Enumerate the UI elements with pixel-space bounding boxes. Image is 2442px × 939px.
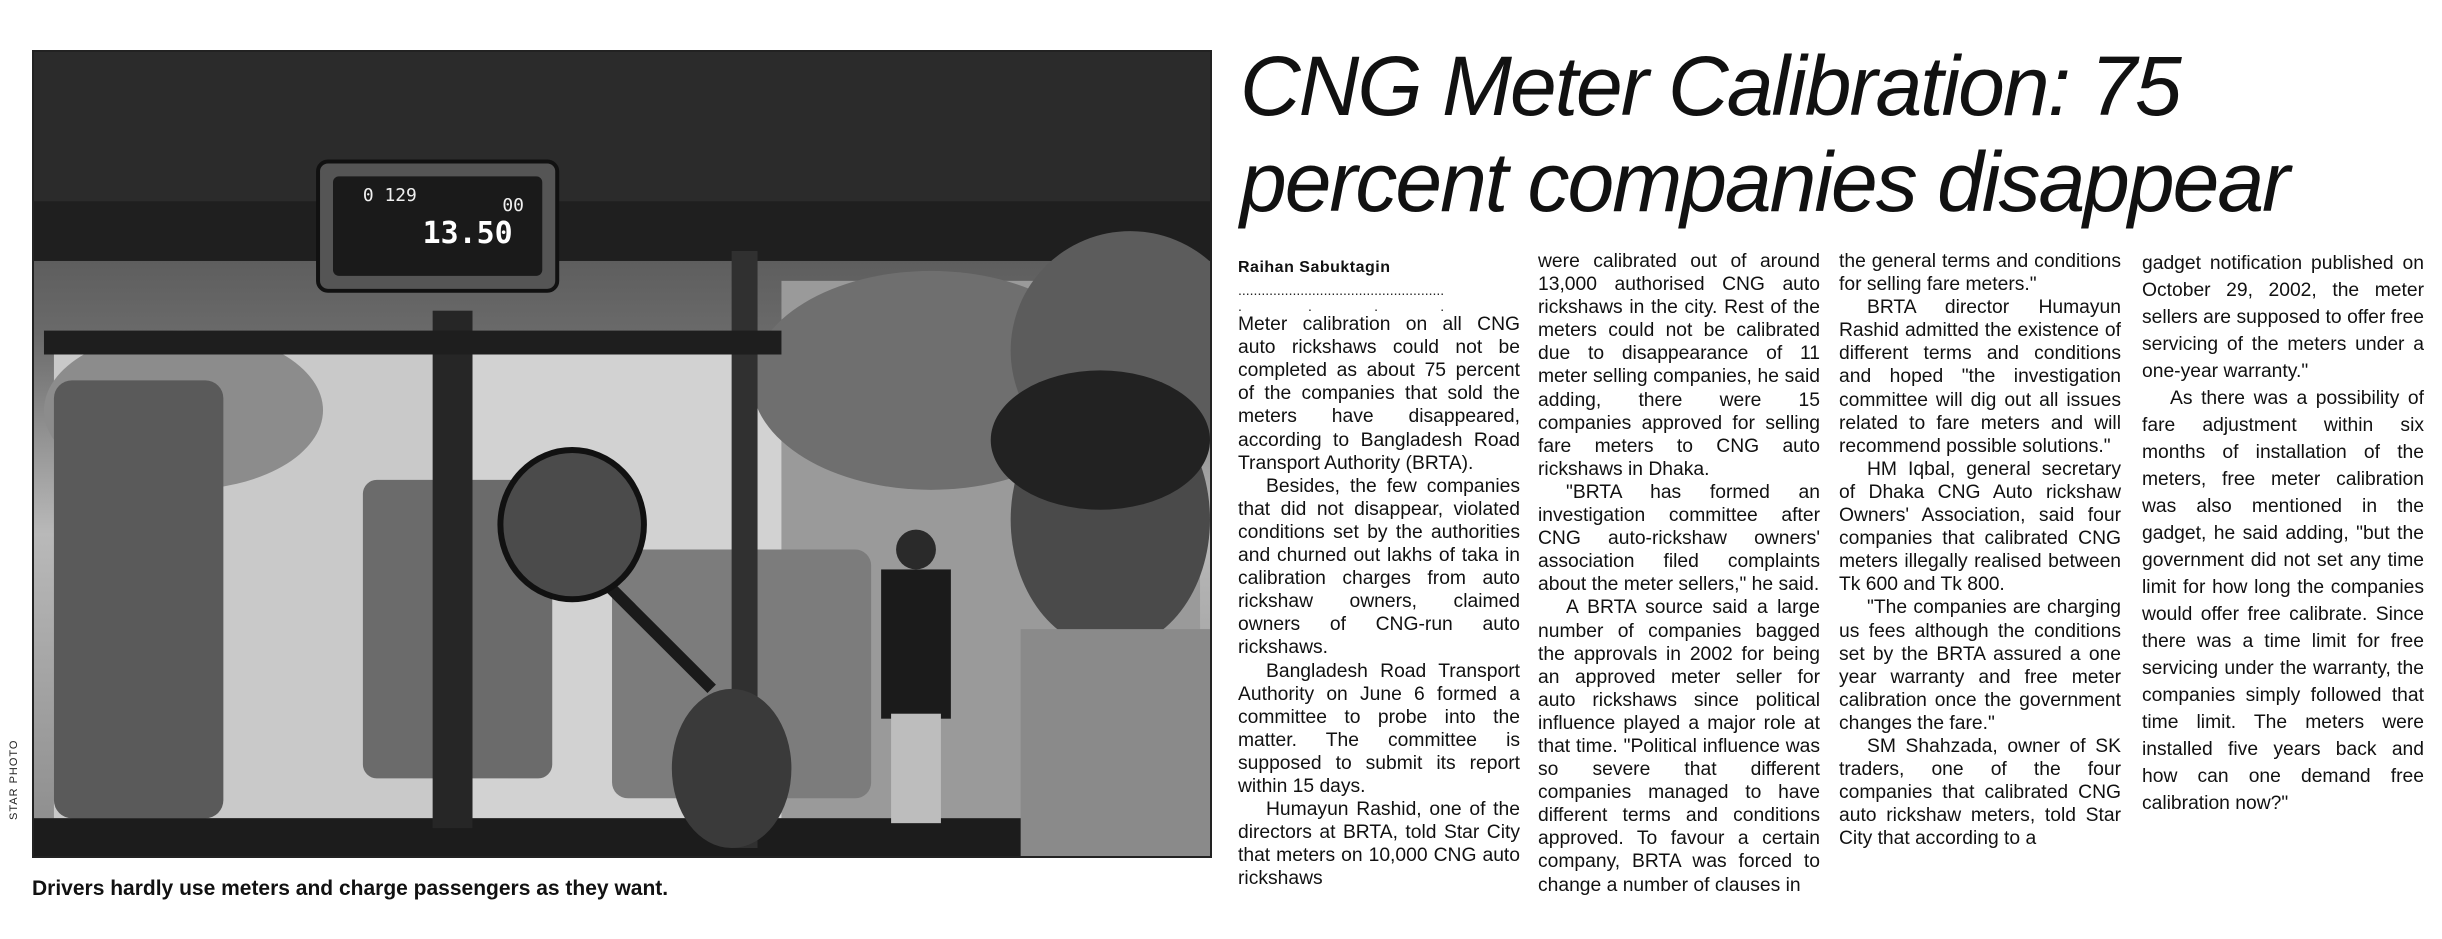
paragraph: "The companies are charging us fees although the conditions set by the BRTA assured a one year warranty and free meter calibration once the government changes the fare.": [1839, 597, 2121, 734]
byline-divider-dots: . . . .: [1238, 298, 1445, 315]
photo-caption: Drivers hardly use meters and charge passengers as they want.: [32, 877, 669, 900]
article-column-1: [1238, 250, 1520, 890]
paragraph: A BRTA source said a large number of companies bagged the approvals in 2002 for being an approved meter seller for auto rickshaws since political influence played a major role at that time. "Political influence was so severe that different companies managed to have different terms and conditions approved. To favour a certain company, BRTA was forced to change a number of clauses in: [1538, 597, 1820, 896]
byline-divider: .....................................................: [1238, 282, 1445, 299]
meter-top-right: 00: [502, 195, 524, 217]
paragraph: HM Iqbal, general secretary of Dhaka CNG Auto rickshaw Owners' Association, said four companies that calibrated CNG meters illegally realised between Tk 600 and Tk 800.: [1839, 458, 2121, 596]
headline: CNG Meter Calibration: 75 percent companies disappear: [1240, 39, 2289, 229]
paragraph: "BRTA has formed an investigation committee after CNG auto-rickshaw owners' association filed complaints about the meter sellers," he said.: [1538, 481, 1820, 596]
paragraph: were calibrated out of around 13,000 authorised CNG auto rickshaws in the city. Rest of the meters could not be calibrated due to disappearance of 11 meter selling companies, he said adding, there were 15 companies approved for selling fare meters to CNG auto rickshaws in Dhaka.: [1538, 251, 1820, 480]
paragraph: As there was a possibility of fare adjustment within six months of installation of the meters, free meter calibration was also mentioned in the gadget, he said adding, "but the government did not set any time limit for how long the companies would offer free calibrate. Since there was a time limit for free servicing under the warranty, the companies simply followed that time limit. The meters were installed five years back and how can one demand free calibration now?": [2142, 388, 2424, 814]
paragraph: Besides, the few companies that did not disappear, violated conditions set by the authorities and churned out lakhs of taka in calibration charges from auto rickshaw owners, claimed owners of CNG-run auto rickshaws.: [1238, 475, 1520, 659]
article-column-2: [1538, 250, 1820, 897]
paragraph: Humayun Rashid, one of the directors at BRTA, told Star City that meters on 10,000 CNG auto rickshaws: [1238, 799, 1520, 890]
byline: Raihan Sabuktagin: [1238, 259, 1391, 276]
meter-top-left: 0 129: [362, 185, 417, 207]
paragraph: SM Shahzada, owner of SK traders, one of the four companies that calibrated CNG auto rickshaw meters, told Star City that according to a: [1839, 735, 2121, 850]
auto-rickshaw-photo: [34, 52, 1210, 856]
paragraph: Bangladesh Road Transport Authority on June 6 formed a committee to probe into the matter. The committee is supposed to submit its report within 15 days.: [1238, 660, 1520, 797]
article-column-4: [2142, 250, 2424, 817]
paragraph: gadget notification published on October 29, 2002, the meter sellers are supposed to offer free servicing of the meters under a one-year warranty.": [2142, 253, 2424, 382]
paragraph: BRTA director Humayun Rashid admitted the existence of different terms and conditions and hoped "the investigation committee will dig out all issues related to fare meters and will recommend possible solutions.": [1839, 297, 2121, 457]
paragraph: Meter calibration on all CNG auto rickshaws could not be completed as about 75 percent of the companies that sold the meters have disappeared, according to Bangladesh Road Transport Authority (BRTA).: [1238, 314, 1520, 474]
article-column-3: [1839, 250, 2121, 850]
article-body: [1238, 250, 2423, 915]
news-photo: [32, 50, 1212, 858]
paragraph: the general terms and conditions for selling fare meters.": [1839, 251, 2121, 296]
meter-fare: 13.50: [422, 216, 513, 252]
photo-credit: STAR PHOTO: [8, 739, 20, 820]
